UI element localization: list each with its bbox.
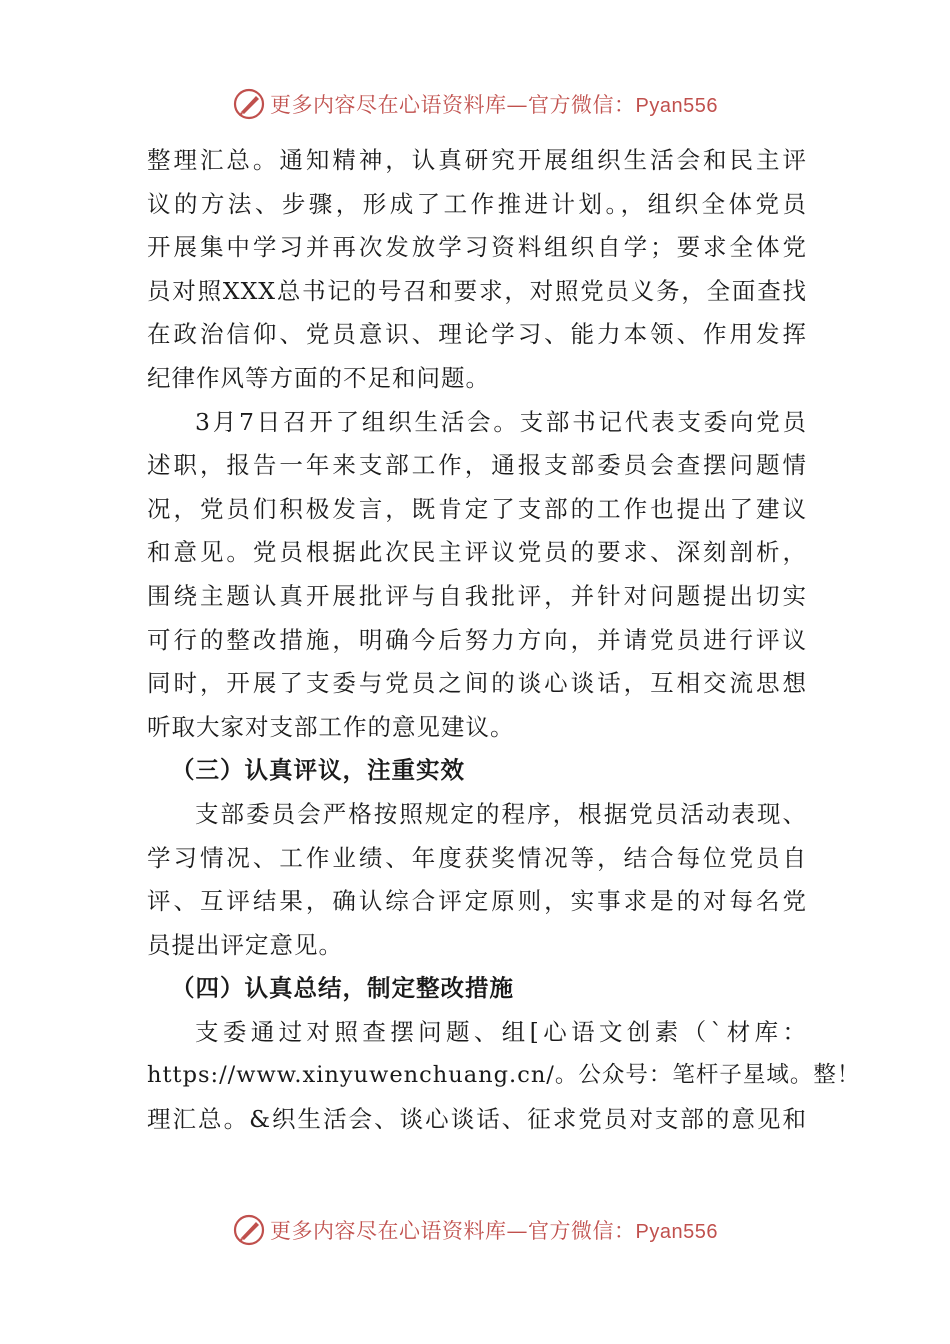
pen-logo-icon (232, 87, 266, 121)
text-line: 评、互评结果，确认综合评定原则，实事求是的对每名党 (147, 887, 807, 916)
text-line: 听取大家对支部工作的意见建议。 (147, 712, 515, 741)
text-line: 理汇总。&织生活会、谈心谈话、征求党员对支部的意见和 (147, 1105, 807, 1134)
text-line: 围绕主题认真开展批评与自我批评，并针对问题提出切实 (147, 581, 807, 610)
text-line: 和意见。党员根据此次民主评议党员的要求、深刻剖析， (147, 538, 807, 567)
text-line: 支部委员会严格按照规定的程序，根据党员活动表现、 (195, 799, 807, 828)
text-line: 议的方法、步骤，形成了工作推进计划。，组织全体党员 (147, 189, 807, 218)
text-line: 纪律作风等方面的不足和问题。 (147, 363, 490, 392)
text-line: 可行的整改措施，明确今后努力方向，并请党员进行评议 (147, 625, 807, 654)
document-body (147, 139, 861, 1142)
text-line: 员对照XXX总书记的号召和要求，对照党员义务，全面查找 (147, 276, 807, 305)
pen-logo-icon (232, 1213, 266, 1247)
banner-text: 更多内容尽在心语资料库—官方微信：Pyan556 (270, 1219, 718, 1243)
section-heading: （四）认真总结，制定整改措施 (171, 974, 514, 1003)
banner-text: 更多内容尽在心语资料库—官方微信：Pyan556 (270, 93, 718, 117)
text-line: 整理汇总。通知精神，认真研究开展组织生活会和民主评 (147, 146, 807, 174)
text-line: 学习情况、工作业绩、年度获奖情况等，结合每位党员自 (147, 843, 807, 872)
text-line: 述职，报告一年来支部工作，通报支部委员会查摆问题情 (147, 451, 807, 480)
text-line: 支委通过对照查摆问题、组[心语文创素（`材库： (195, 1017, 807, 1046)
text-line: 员提出评定意见。 (147, 930, 343, 959)
text-line: 况，党员们积极发言，既肯定了支部的工作也提出了建议 (147, 494, 807, 523)
header-banner (0, 84, 950, 124)
section-heading: （三）认真评议，注重实效 (171, 756, 465, 785)
text-line: https://www.xinyuwenchuang.cn/。公众号：笔杆子星域。整！ (147, 1062, 861, 1089)
text-line: 同时，开展了支委与党员之间的谈心谈话，互相交流思想 (147, 669, 807, 698)
text-line: 在政治信仰、党员意识、理论学习、能力本领、作用发挥 (147, 320, 807, 349)
text-line: 3月7日召开了组织生活会。支部书记代表支委向党员 (195, 407, 807, 436)
footer-banner (0, 1210, 950, 1250)
text-line: 开展集中学习并再次发放学习资料组织自学；要求全体党 (147, 233, 807, 262)
